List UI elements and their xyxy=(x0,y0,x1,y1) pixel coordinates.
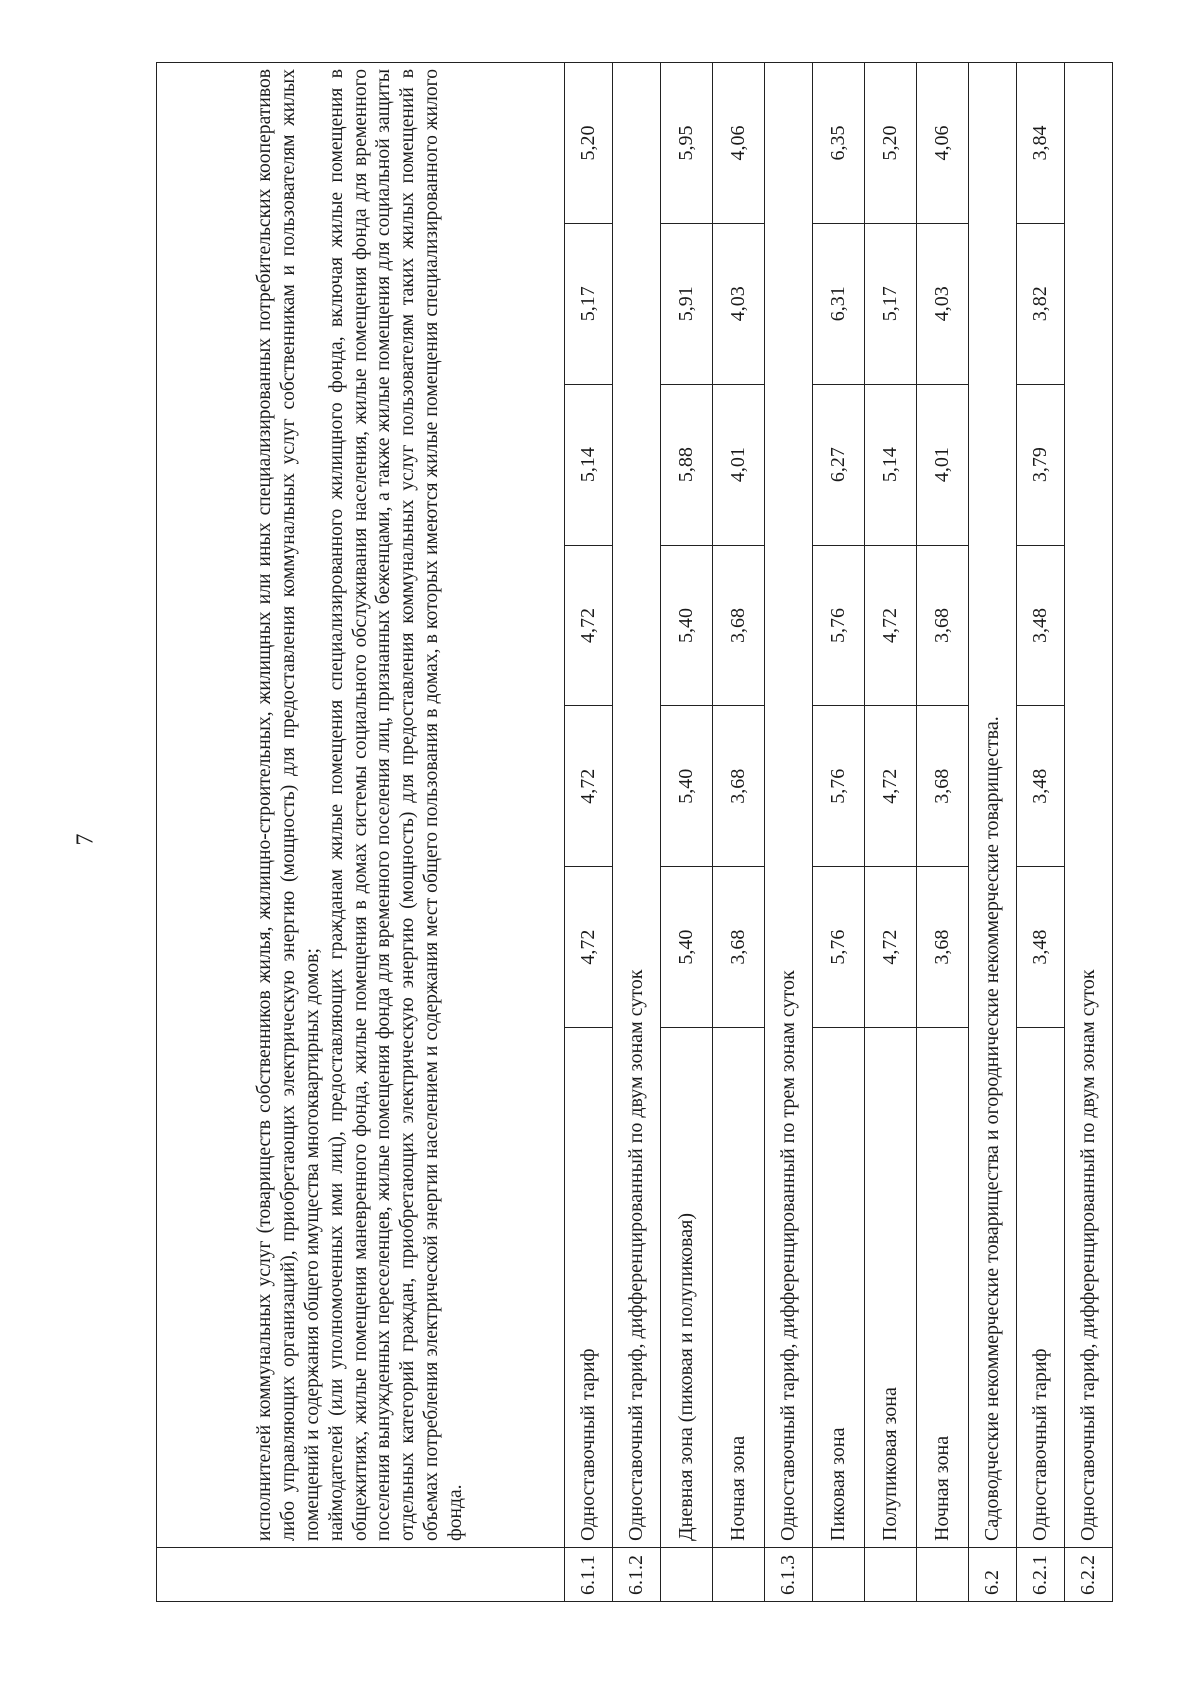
tariff-value: 5,88 xyxy=(661,384,713,545)
row-number xyxy=(865,1548,917,1602)
tariff-value: 5,40 xyxy=(661,867,713,1028)
section-label: Садоводческие некоммерческие товарищества и огороднические некоммерческие товарищества. xyxy=(969,63,1017,1548)
tariff-value: 5,14 xyxy=(865,384,917,545)
row-number xyxy=(917,1548,969,1602)
row-name: Одноставочный тариф xyxy=(565,1028,613,1548)
row-name: Ночная зона xyxy=(713,1028,765,1548)
tariff-value: 3,68 xyxy=(713,545,765,706)
table-row xyxy=(813,63,865,1602)
tariff-value: 5,76 xyxy=(813,545,865,706)
row-number: 6.1.2 xyxy=(613,1548,661,1602)
table-row xyxy=(917,63,969,1602)
tariff-value: 6,31 xyxy=(813,223,865,384)
tariff-value: 5,91 xyxy=(661,223,713,384)
row-number xyxy=(661,1548,713,1602)
table-row xyxy=(713,63,765,1602)
description-paragraph: исполнителей коммунальных услуг (товариществ собственников жилья, жилищно-строительных, жилищных или иных специализированных потребительских кооперативов либо управляющих организаций), приобретающих электрическую энергию (мощность) для предоставления коммунальных услуг собственникам и пользователям жилых помещений и содержания общего имущества многоквартирных домов; xyxy=(254,69,323,1541)
tariff-value: 3,68 xyxy=(713,867,765,1028)
tariff-value: 4,72 xyxy=(865,867,917,1028)
tariff-value: 5,17 xyxy=(565,223,613,384)
row-name: Одноставочный тариф xyxy=(1017,1028,1065,1548)
table-row xyxy=(661,63,713,1602)
section-label: Одноставочный тариф, дифференцированный по трем зонам суток xyxy=(765,63,813,1548)
table-row xyxy=(969,63,1017,1602)
tariff-value: 3,68 xyxy=(917,545,969,706)
row-number xyxy=(713,1548,765,1602)
tariff-value: 6,35 xyxy=(813,63,865,224)
tariff-value: 3,68 xyxy=(713,706,765,867)
section-label: Одноставочный тариф, дифференцированный по двум зонам суток xyxy=(1065,63,1113,1548)
table-row xyxy=(565,63,613,1602)
tariff-value: 5,20 xyxy=(565,63,613,224)
row-name: Дневная зона (пиковая и полупиковая) xyxy=(661,1028,713,1548)
tariff-value: 4,03 xyxy=(713,223,765,384)
table-row xyxy=(613,63,661,1602)
tariff-value: 4,01 xyxy=(713,384,765,545)
tariff-value: 4,72 xyxy=(865,545,917,706)
row-name: Полупиковая зона xyxy=(865,1028,917,1548)
table-row xyxy=(765,63,813,1602)
tariff-value: 3,68 xyxy=(917,867,969,1028)
table-cell-empty xyxy=(157,1548,565,1602)
tariff-value: 5,76 xyxy=(813,867,865,1028)
description-row xyxy=(157,63,565,1602)
table-row xyxy=(865,63,917,1602)
tariff-value: 4,06 xyxy=(713,63,765,224)
tariff-value: 4,06 xyxy=(917,63,969,224)
tariff-value: 5,76 xyxy=(813,706,865,867)
tariff-value: 4,72 xyxy=(565,867,613,1028)
description-paragraph: наймодателей (или уполномоченных ими лиц), предоставляющих гражданам жилые помещения специализированного жилищного фонда, включая жилые помещения в общежитиях, жилые помещения маневренного фонда, жилые помещения в домах системы социального обслуживания населения, жилые помещения фонда для временного поселения вынужденных переселенцев, жилые помещения фонда для временного поселения лиц, признанных беженцами, а также жилые помещения для социальной защиты отдельных категорий граждан, приобретающих электрическую энергию (мощность) для предоставления коммунальных услуг пользователям таких жилых помещений в объемах потребления электрической энергии населением и содержания мест общего пользования в домах, в которых имеются жилые помещения специализированного жилого фонда. xyxy=(325,69,466,1541)
table-row xyxy=(1017,63,1065,1602)
tariff-value: 4,01 xyxy=(917,384,969,545)
tariff-value: 5,40 xyxy=(661,545,713,706)
tariff-value: 3,82 xyxy=(1017,223,1065,384)
tariff-value: 3,68 xyxy=(917,706,969,867)
tariff-value: 5,17 xyxy=(865,223,917,384)
section-label: Одноставочный тариф, дифференцированный по двум зонам суток xyxy=(613,63,661,1548)
row-name: Ночная зона xyxy=(917,1028,969,1548)
tariff-value: 4,72 xyxy=(565,706,613,867)
tariff-value: 4,72 xyxy=(565,545,613,706)
row-number: 6.1.1 xyxy=(565,1548,613,1602)
tariff-value: 6,27 xyxy=(813,384,865,545)
tariff-value: 5,95 xyxy=(661,63,713,224)
tariff-value: 5,40 xyxy=(661,706,713,867)
row-number: 6.2.2 xyxy=(1065,1548,1113,1602)
description-cell xyxy=(157,63,565,1548)
page-number: 7 xyxy=(72,833,99,846)
tariff-value: 5,20 xyxy=(865,63,917,224)
tariff-value: 3,79 xyxy=(1017,384,1065,545)
tariff-value: 4,72 xyxy=(865,706,917,867)
tariff-value: 3,84 xyxy=(1017,63,1065,224)
table-row xyxy=(1065,63,1113,1602)
rotated-table-container xyxy=(156,62,1100,1602)
tariff-table xyxy=(156,62,1113,1602)
row-number: 6.2.1 xyxy=(1017,1548,1065,1602)
tariff-value: 3,48 xyxy=(1017,545,1065,706)
row-number: 6.2 xyxy=(969,1548,1017,1602)
tariff-value: 3,48 xyxy=(1017,706,1065,867)
tariff-value: 4,03 xyxy=(917,223,969,384)
row-number xyxy=(813,1548,865,1602)
row-name: Пиковая зона xyxy=(813,1028,865,1548)
tariff-value: 3,48 xyxy=(1017,867,1065,1028)
row-number: 6.1.3 xyxy=(765,1548,813,1602)
tariff-value: 5,14 xyxy=(565,384,613,545)
